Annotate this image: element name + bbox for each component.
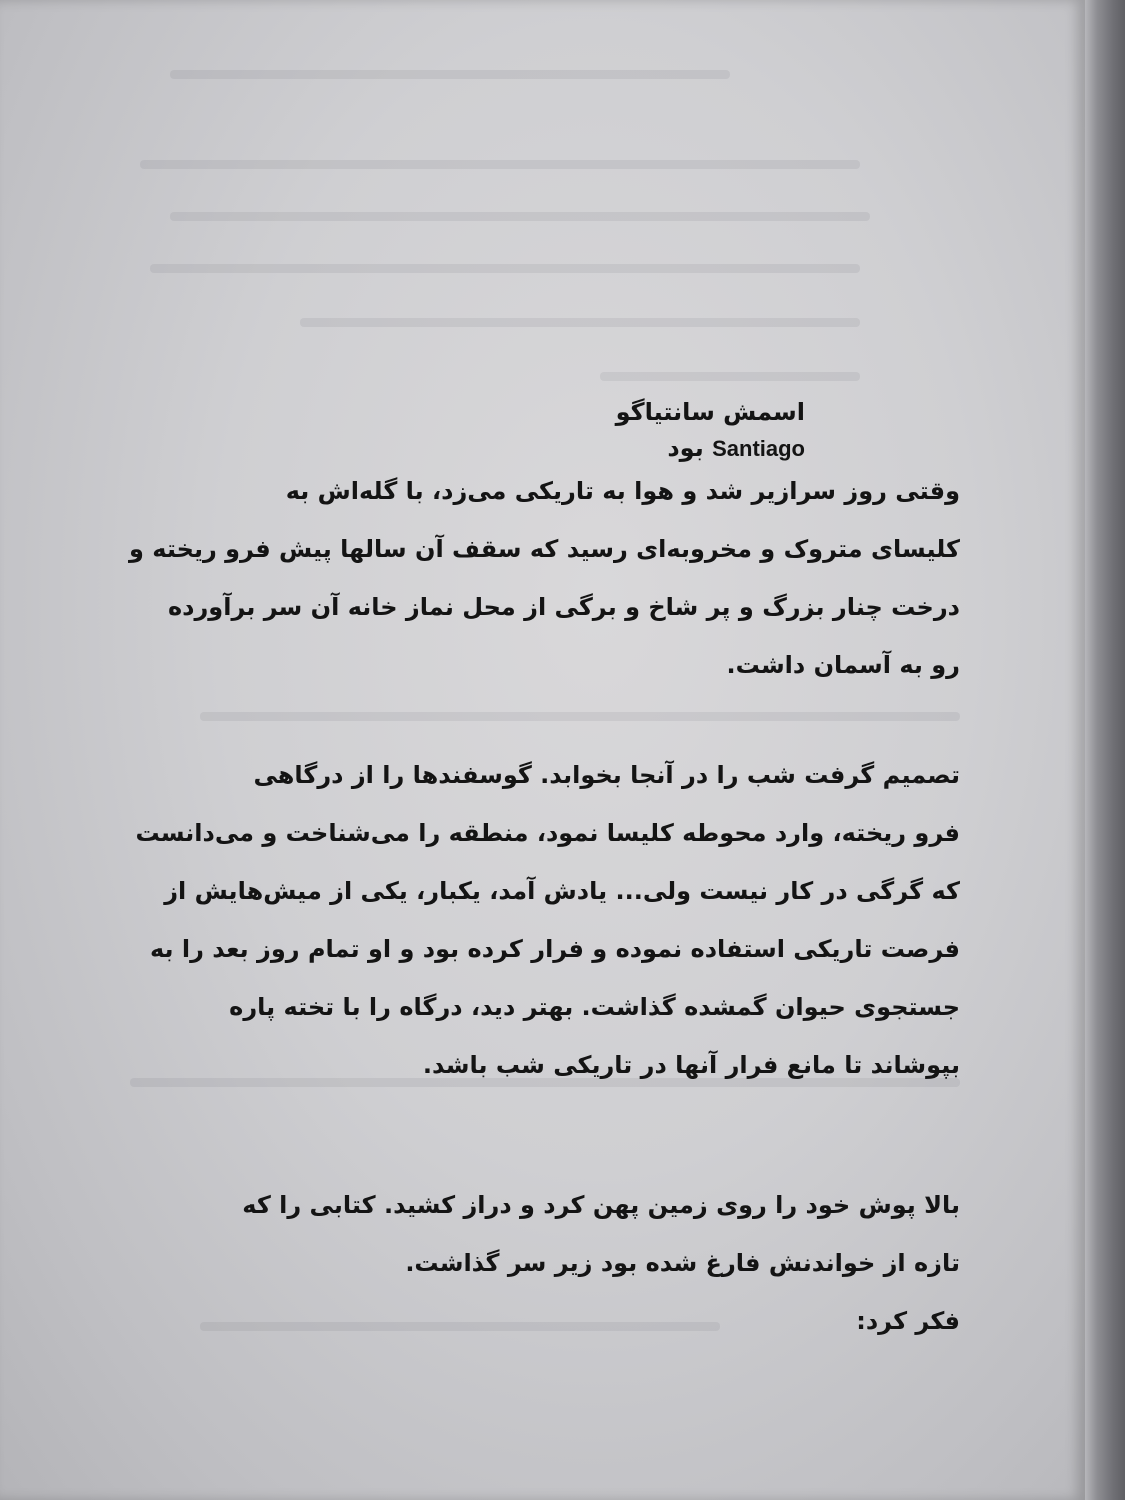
bleed-through-line [170,212,870,221]
bleed-through-line [300,318,860,327]
paragraph-line: تصمیم گرفت شب را در آنجا بخوابد. گوسفندها را از درگاهی [253,761,960,789]
paragraph-line: فکر کرد: [856,1307,960,1335]
paragraph-3 [118,1176,960,1350]
heading-line-2-suffix: بود [667,434,704,462]
paragraph-line: جستجوی حیوان گمشده گذاشت. بهتر دید، درگاه را با تخته پاره [229,993,960,1021]
bleed-through-line [150,264,860,273]
paragraph-line: بالا پوش خود را روی زمین پهن کرد و دراز کشید. کتابی را که [242,1191,960,1219]
page-stack-edge [1085,0,1125,1500]
paragraph-line: رو به آسمان داشت. [726,651,960,679]
chapter-heading [285,394,805,467]
bleed-through-line [140,160,860,169]
heading-line-1: اسمش سانتیاگو [615,398,805,426]
bleed-through-line [600,372,860,381]
paragraph-line: که گرگی در کار نیست ولی... یادش آمد، یکبار، یکی از میش‌هایش از [164,877,960,905]
paragraph-line: کلیسای متروک و مخروبه‌ای رسید که سقف آن سالها پیش فرو ریخته و [129,535,960,563]
paragraph-line: فرصت تاریکی استفاده نموده و فرار کرده بود و او تمام روز بعد را به [149,935,960,963]
paragraph-line: وقتی روز سرازیر شد و هوا به تاریکی می‌زد، با گله‌اش به [285,477,960,505]
paragraph-2 [118,746,960,1094]
bleed-through-line [170,70,730,79]
paragraph-line: تازه از خواندنش فارغ شده بود زیر سر گذاشت. [405,1249,960,1277]
paragraph-line: فرو ریخته، وارد محوطه کلیسا نمود، منطقه را می‌شناخت و می‌دانست [135,819,960,847]
bleed-through-line [200,712,960,721]
paragraph-line: درخت چنار بزرگ و پر شاخ و برگی از محل نماز خانه آن سر برآورده [168,593,960,621]
paragraph-1 [118,462,960,694]
heading-latin-name: Santiago [712,436,805,461]
paragraph-line: بپوشاند تا مانع فرار آنها در تاریکی شب باشد. [422,1051,960,1079]
